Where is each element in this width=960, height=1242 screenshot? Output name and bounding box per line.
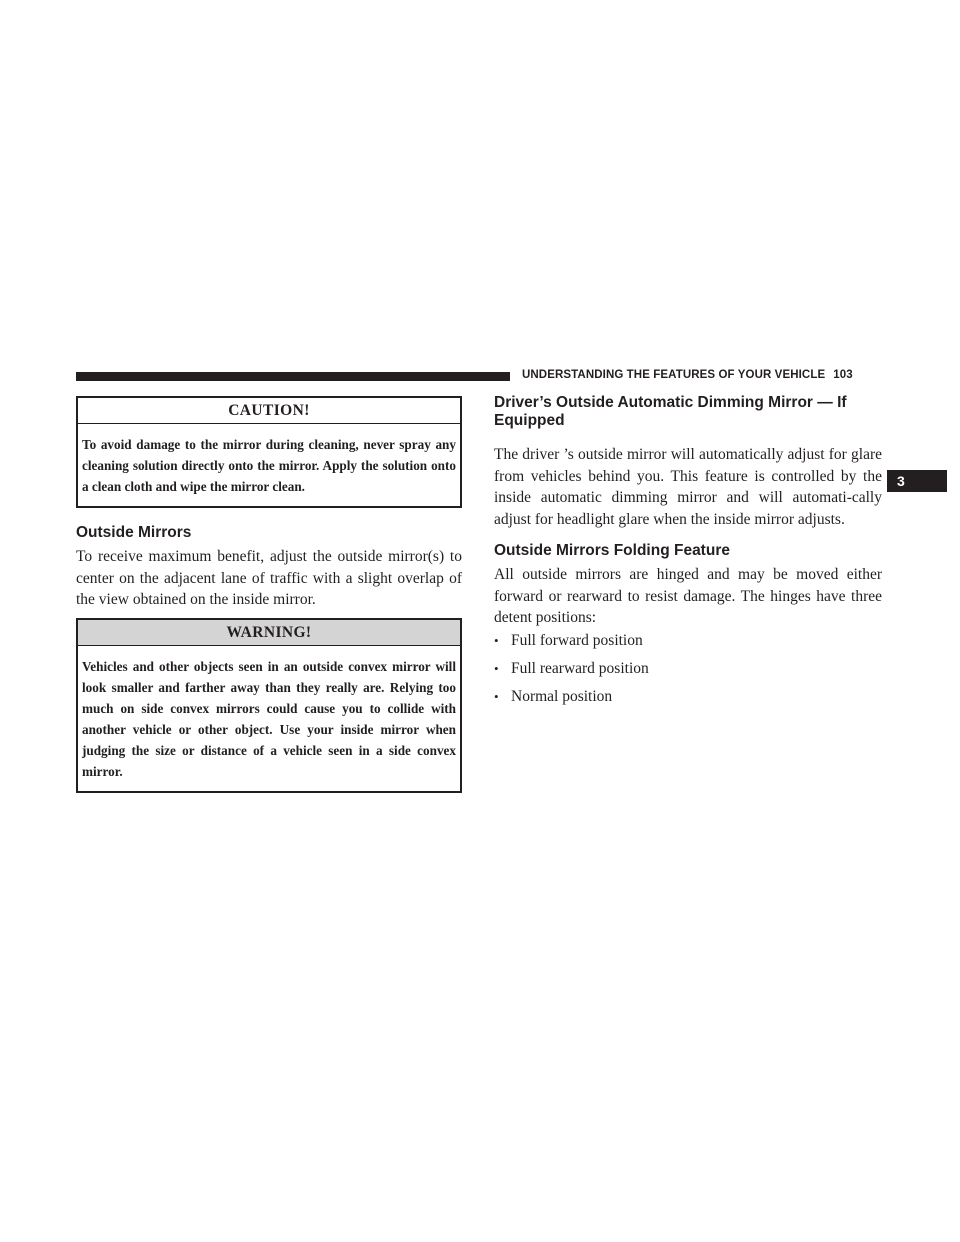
running-header bbox=[522, 369, 853, 381]
dimming-mirror-text: The driver ’s outside mirror will automatically adjust for glare from vehicles behind you. This feature is controlled by the inside automatic dimming mirror and will automati-cally adjust for headlight glare when the inside mirror adjusts. bbox=[494, 446, 882, 528]
outside-mirrors-text: To receive maximum benefit, adjust the outside mirror(s) to center on the adjacent lane of traffic with a slight overlap of the view obtained on the inside mirror. bbox=[76, 548, 462, 608]
bullet: • bbox=[494, 633, 499, 648]
folding-feature-text: All outside mirrors are hinged and may be moved either forward or rearward to resist damage. The hinges have three detent positions: bbox=[494, 566, 882, 626]
bullet: • bbox=[494, 689, 499, 704]
header-rule bbox=[76, 372, 510, 381]
warning-title: WARNING! bbox=[78, 620, 460, 646]
chapter-tab: 3 bbox=[887, 470, 947, 492]
outside-mirrors-heading: Outside Mirrors bbox=[76, 524, 192, 541]
bullet: • bbox=[494, 661, 499, 676]
dimming-mirror-heading: Driver’s Outside Automatic Dimming Mirror — If Equipped bbox=[494, 394, 847, 429]
page-number: 103 bbox=[833, 369, 853, 381]
list-item: • Normal position bbox=[494, 688, 613, 705]
section-title: UNDERSTANDING THE FEATURES OF YOUR VEHICLE bbox=[522, 369, 826, 381]
list-item: • Full rearward position bbox=[494, 660, 649, 677]
list-item: • Full forward position bbox=[494, 632, 643, 649]
caution-text: To avoid damage to the mirror during cleaning, never spray any cleaning solution directly onto the mirror. Apply the solution onto a clean cloth and wipe the mirror clean. bbox=[82, 437, 456, 494]
warning-text: Vehicles and other objects seen in an outside convex mirror will look smaller and farther away than they really are. Relying too much on side convex mirrors could cause you to collide with another vehicle or other object. Use your inside mirror when judging the size or distance of a vehicle seen in a side convex mirror. bbox=[82, 659, 456, 779]
caution-title: CAUTION! bbox=[78, 398, 460, 424]
warning-box bbox=[76, 618, 462, 793]
detent-positions-list bbox=[494, 632, 649, 716]
folding-feature-heading: Outside Mirrors Folding Feature bbox=[494, 542, 730, 559]
caution-box bbox=[76, 396, 462, 508]
